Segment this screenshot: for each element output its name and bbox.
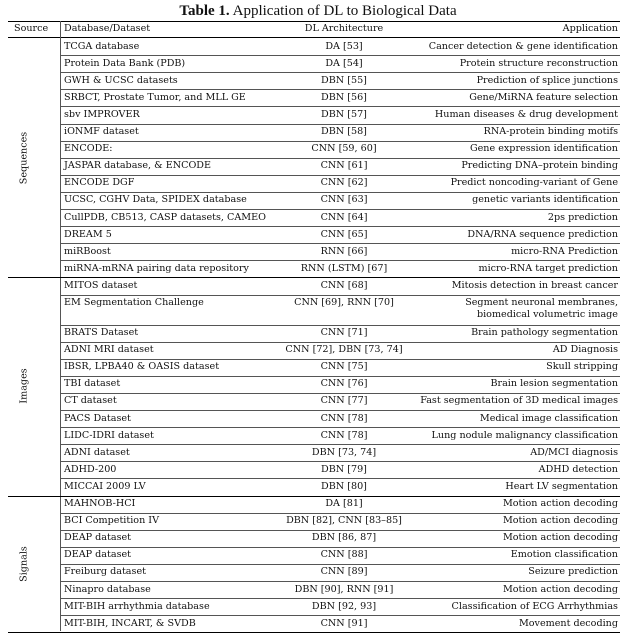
cell-architecture: DBN [79] <box>321 463 367 475</box>
cell-application: Motion action decoding <box>502 498 618 509</box>
row-rule <box>60 393 620 394</box>
row-rule <box>60 410 620 411</box>
cell-database: Protein Data Bank (PDB) <box>64 57 186 69</box>
row-rule <box>60 615 620 616</box>
cell-architecture: DA [81] <box>325 498 363 509</box>
row-rule <box>60 243 620 244</box>
cell-database: EM Segmentation Challenge <box>64 297 204 308</box>
row-rule <box>60 461 620 462</box>
cell-architecture: DBN [57] <box>321 108 367 120</box>
cell-database: ENCODE: <box>64 143 113 155</box>
cell-application: RNA-protein binding motifs <box>483 126 618 137</box>
cell-database: GWH & UCSC datasets <box>64 74 178 86</box>
cell-application: Fast segmentation of 3D medical images <box>420 395 618 407</box>
cell-database: DREAM 5 <box>64 228 112 240</box>
cell-application: ADHD detection <box>538 463 618 475</box>
cell-application: Predicting DNA–protein binding <box>461 160 618 172</box>
table-caption <box>0 3 636 20</box>
cell-architecture: CNN [78] <box>320 429 368 441</box>
row-rule <box>60 226 620 227</box>
row-rule <box>60 141 620 142</box>
cell-database: DEAP dataset <box>64 549 132 561</box>
cell-application: Skull stripping <box>546 361 618 373</box>
cell-architecture: CNN [72], DBN [73, 74] <box>285 344 403 356</box>
header-architecture: DL Architecture <box>304 23 384 34</box>
cell-architecture: CNN [64] <box>320 211 368 223</box>
cell-application: Movement decoding <box>518 617 618 629</box>
cell-database: MAHNOB-HCI <box>64 498 136 509</box>
row-rule <box>60 513 620 514</box>
cell-database: CullPDB, CB513, CASP datasets, CAMEO <box>64 211 266 223</box>
cell-application: 2ps prediction <box>547 211 618 223</box>
cell-architecture: CNN [71] <box>320 327 368 338</box>
cell-architecture: DBN [80] <box>321 480 367 492</box>
row-rule <box>60 581 620 582</box>
cell-database: ADHD-200 <box>64 463 117 475</box>
cell-application: genetic variants identification <box>472 194 618 206</box>
row-rule <box>60 72 620 73</box>
cell-application: Lung nodule malignancy classification <box>431 429 618 441</box>
cell-architecture: DA [54] <box>325 57 363 69</box>
row-rule <box>60 427 620 428</box>
cell-application: Motion action decoding <box>502 583 618 595</box>
cell-application: Cancer detection & gene identification <box>428 40 618 52</box>
cell-architecture: CNN [68] <box>320 279 368 291</box>
row-rule <box>60 175 620 176</box>
cell-database: DEAP dataset <box>64 532 132 544</box>
cell-architecture: DBN [55] <box>321 74 367 86</box>
cell-database: MITOS dataset <box>64 279 138 291</box>
cell-application: Mitosis detection in breast cancer <box>451 279 618 291</box>
cell-database: miRNA-mRNA pairing data repository <box>64 262 249 274</box>
cell-application: AD Diagnosis <box>552 344 618 356</box>
cell-database: MIT-BIH arrhythmia database <box>64 600 210 612</box>
cell-application: Medical image classification <box>479 412 618 424</box>
cell-application: Brain pathology segmentation <box>471 327 618 338</box>
cell-architecture: CNN [65] <box>320 228 368 240</box>
cell-application: Gene expression identification <box>469 143 618 155</box>
cell-database: CT dataset <box>64 395 117 407</box>
cell-application: micro-RNA Prediction <box>511 245 618 257</box>
cell-application: Segment neuronal membranes, <box>465 297 618 308</box>
cell-architecture: DA [53] <box>325 40 363 52</box>
cell-architecture: CNN [91] <box>320 617 368 629</box>
cell-architecture: DBN [58] <box>321 126 367 137</box>
column-divider <box>60 21 61 631</box>
row-rule <box>60 260 620 261</box>
cell-database: Freiburg dataset <box>64 566 146 578</box>
cell-architecture: CNN [75] <box>320 361 368 373</box>
cell-database: sbv IMPROVER <box>64 108 140 120</box>
cell-application: Prediction of splice junctions <box>476 74 618 86</box>
row-rule <box>60 325 620 326</box>
cell-database: ENCODE DGF <box>64 177 135 189</box>
cell-database: IBSR, LPBA40 & OASIS dataset <box>64 361 220 373</box>
header-rule <box>8 37 620 38</box>
cell-database: miRBoost <box>64 245 111 257</box>
row-rule <box>60 124 620 125</box>
cell-architecture: RNN [66] <box>320 245 368 257</box>
cell-application-line2: biomedical volumetric image <box>476 309 618 320</box>
cell-application: Gene/MiRNA feature selection <box>469 91 618 103</box>
cell-application: Heart LV segmentation <box>505 480 618 492</box>
cell-architecture: DBN [56] <box>321 91 367 103</box>
caption-label: Table 1. <box>179 3 230 19</box>
cell-database: Ninapro database <box>64 583 151 595</box>
row-rule <box>60 106 620 107</box>
cell-architecture: CNN [77] <box>320 395 368 407</box>
group-rule <box>8 277 620 278</box>
cell-architecture: DBN [90], RNN [91] <box>294 583 394 595</box>
cell-architecture: CNN [88] <box>320 549 368 561</box>
row-rule <box>60 209 620 210</box>
cell-application: Protein structure reconstruction <box>459 57 618 69</box>
cell-architecture: CNN [59, 60] <box>311 143 377 155</box>
group-rule <box>8 496 620 497</box>
cell-database: SRBCT, Prostate Tumor, and MLL GE <box>64 91 246 103</box>
cell-database: JASPAR database, & ENCODE <box>64 160 212 172</box>
row-rule <box>60 376 620 377</box>
row-rule <box>60 530 620 531</box>
cell-database: MICCAI 2009 LV <box>64 480 146 492</box>
caption-title: Application of DL to Biological Data <box>232 3 457 19</box>
row-rule <box>60 598 620 599</box>
row-rule <box>60 359 620 360</box>
cell-database: LIDC-IDRI dataset <box>64 429 154 441</box>
cell-database: TBI dataset <box>64 378 121 390</box>
cell-architecture: CNN [76] <box>320 378 368 390</box>
cell-architecture: CNN [63] <box>320 194 368 206</box>
row-rule <box>60 295 620 296</box>
header-source: Source <box>14 23 49 34</box>
cell-application: Motion action decoding <box>502 532 618 544</box>
top-rule <box>8 21 620 22</box>
row-rule <box>60 444 620 445</box>
cell-architecture: CNN [69], RNN [70] <box>294 297 394 308</box>
cell-database: TCGA database <box>64 40 140 52</box>
row-rule <box>60 55 620 56</box>
cell-database: ADNI MRI dataset <box>64 344 154 356</box>
cell-application: Motion action decoding <box>502 515 618 527</box>
cell-architecture: DBN [86, 87] <box>311 532 377 544</box>
group-label-text: Signals <box>18 546 30 582</box>
cell-application: Classification of ECG Arrhythmias <box>451 600 618 612</box>
cell-application: Predict noncoding-variant of Gene <box>450 177 618 189</box>
cell-database: PACS Dataset <box>64 412 131 424</box>
row-rule <box>60 547 620 548</box>
cell-database: UCSC, CGHV Data, SPIDEX database <box>64 194 247 206</box>
cell-application: Brain lesion segmentation <box>490 378 618 390</box>
row-rule <box>60 158 620 159</box>
cell-architecture: CNN [78] <box>320 412 368 424</box>
cell-architecture: DBN [82], CNN [83–85] <box>286 515 402 527</box>
row-rule <box>60 564 620 565</box>
cell-architecture: CNN [62] <box>320 177 368 189</box>
cell-database: ADNI dataset <box>64 446 130 458</box>
cell-architecture: CNN [61] <box>320 160 368 172</box>
cell-application: AD/MCI diagnosis <box>530 446 618 458</box>
cell-database: BCI Competition IV <box>64 515 160 527</box>
cell-application: DNA/RNA sequence prediction <box>467 228 618 240</box>
row-rule <box>60 342 620 343</box>
row-rule <box>60 192 620 193</box>
cell-architecture: DBN [92, 93] <box>311 600 377 612</box>
cell-application: Seizure prediction <box>528 566 618 578</box>
header-database: Database/Dataset <box>64 23 151 34</box>
group-label-text: Sequences <box>18 131 30 184</box>
cell-database: BRATS Dataset <box>64 327 139 338</box>
row-rule <box>60 89 620 90</box>
cell-architecture: RNN (LSTM) [67] <box>300 262 388 274</box>
row-rule <box>60 478 620 479</box>
cell-application: Emotion classification <box>510 549 618 561</box>
cell-database: iONMF dataset <box>64 126 139 137</box>
cell-database: MIT-BIH, INCART, & SVDB <box>64 617 196 629</box>
group-label-text: Images <box>18 368 30 405</box>
bottom-rule <box>8 632 620 633</box>
header-application: Application <box>562 23 618 34</box>
cell-application: Human diseases & drug development <box>434 108 618 120</box>
cell-architecture: CNN [89] <box>320 566 368 578</box>
cell-architecture: DBN [73, 74] <box>311 446 377 458</box>
cell-application: micro-RNA target prediction <box>478 262 618 274</box>
